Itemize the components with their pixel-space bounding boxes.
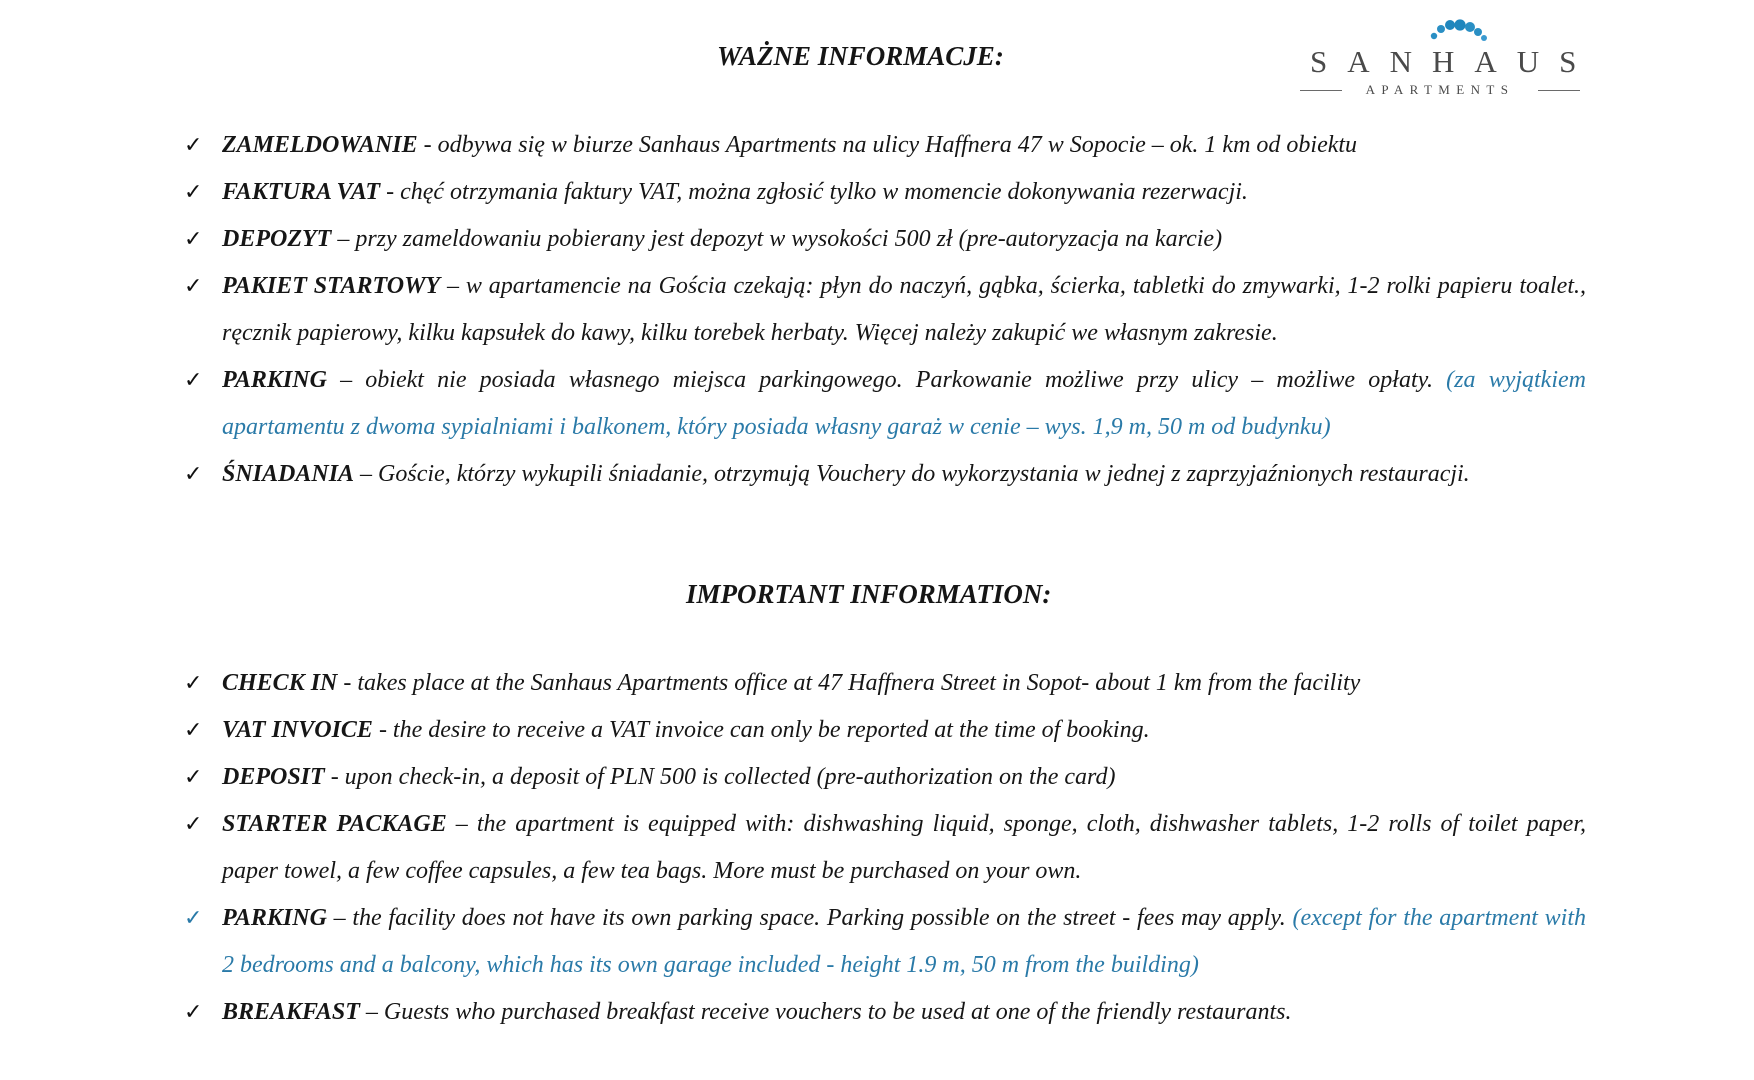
- checkmark-icon: ✓: [184, 133, 203, 158]
- item-text: – przy zameldowaniu pobierany jest depozyt w wysokości 500 zł (pre-autoryzacja na karcie): [331, 226, 1223, 252]
- logo-subtitle: APARTMENTS: [1365, 82, 1515, 97]
- checkmark-icon: ✓: [184, 812, 203, 837]
- checkmark-icon: ✓: [184, 718, 203, 743]
- english-info-list: [184, 660, 1586, 1036]
- list-item: [184, 754, 1586, 801]
- checkmark-icon: ✓: [184, 180, 203, 205]
- checkmark-icon: ✓: [184, 227, 203, 252]
- item-text: – w apartamencie na Gościa czekają: płyn do naczyń, gąbka, ścierka, tabletki do zmywarki, 1-2 rolki papieru toalet., ręcznik papierowy, kilku kapsułek do kawy, kilku torebek herbaty. Więcej należy zakupić we własnym zakresie.: [222, 273, 1586, 346]
- checkmark-icon: ✓: [184, 765, 203, 790]
- logo-wordmark: SANHAUS: [1310, 44, 1597, 79]
- list-item: [184, 357, 1586, 451]
- polish-info-list: [184, 122, 1586, 498]
- checkmark-icon: ✓: [184, 274, 203, 299]
- item-text: - takes place at the Sanhaus Apartments office at 47 Haffnera Street in Sopot- about 1 km from the facility: [337, 670, 1361, 696]
- checkmark-icon: ✓: [184, 906, 203, 931]
- checkmark-icon: ✓: [184, 1000, 203, 1025]
- item-text: – Guests who purchased breakfast receive vouchers to be used at one of the friendly restaurants.: [359, 999, 1292, 1025]
- item-note: (za wyjątkiem apartamentu z dwoma sypialniami i balkonem, który posiada własny garaż w cenie – wys. 1,9 m, 50 m od budynku): [222, 367, 1586, 440]
- list-item: [184, 451, 1586, 498]
- sanhaus-logo: [1298, 16, 1597, 97]
- item-text: – the facility does not have its own parking space. Parking possible on the street - fees may apply.: [326, 905, 1293, 931]
- list-item: [184, 801, 1586, 895]
- item-key: DEPOSIT: [222, 764, 325, 790]
- list-item: [184, 895, 1586, 989]
- item-text: – Goście, którzy wykupili śniadanie, otrzymują Vouchery do wykorzystania w jednej z zaprzyjaźnionych restauracji.: [354, 461, 1470, 487]
- polish-heading: WAŻNE INFORMACJE:: [717, 41, 1004, 71]
- checkmark-icon: ✓: [184, 368, 203, 393]
- checkmark-icon: ✓: [184, 671, 203, 696]
- item-key: ZAMELDOWANIE: [222, 132, 418, 158]
- item-key: FAKTURA VAT: [222, 179, 381, 205]
- item-key: ŚNIADANIA: [222, 461, 355, 487]
- list-item: [184, 169, 1586, 216]
- item-key: STARTER PACKAGE: [222, 811, 447, 837]
- item-text: – the apartment is equipped with: dishwashing liquid, sponge, cloth, dishwasher tablets, 1-2 rolls of toilet paper, paper towel, a few coffee capsules, a few tea bags. More must be purchased on your own.: [222, 811, 1587, 884]
- item-text: - the desire to receive a VAT invoice can only be reported at the time of booking.: [372, 717, 1150, 743]
- item-note: (except for the apartment with 2 bedrooms and a balcony, which has its own garage included - height 1.9 m, 50 m from the building): [222, 905, 1586, 978]
- item-key: DEPOZYT: [222, 226, 332, 252]
- item-key: PARKING: [222, 905, 327, 931]
- list-item: [184, 122, 1586, 169]
- list-item: [184, 989, 1586, 1036]
- item-text: - odbywa się w biurze Sanhaus Apartments na ulicy Haffnera 47 w Sopocie – ok. 1 km od obiektu: [417, 132, 1358, 158]
- item-key: VAT INVOICE: [222, 717, 373, 743]
- item-text: – obiekt nie posiada własnego miejsca parkingowego. Parkowanie możliwe przy ulicy – możliwe opłaty.: [326, 367, 1447, 393]
- item-text: - upon check-in, a deposit of PLN 500 is collected (pre-authorization on the card): [324, 764, 1116, 790]
- item-key: CHECK IN: [222, 670, 338, 696]
- item-key: BREAKFAST: [222, 999, 360, 1025]
- item-key: PAKIET STARTOWY: [222, 273, 441, 299]
- list-item: [184, 707, 1586, 754]
- item-key: PARKING: [222, 367, 327, 393]
- list-item: [184, 216, 1586, 263]
- logo-subline: [1298, 83, 1582, 97]
- english-heading: IMPORTANT INFORMATION:: [686, 579, 1052, 609]
- logo-rule-left: [1300, 90, 1342, 91]
- checkmark-icon: ✓: [184, 462, 203, 487]
- logo-rule-right: [1538, 90, 1580, 91]
- item-text: - chęć otrzymania faktury VAT, można zgłosić tylko w momencie dokonywania rezerwacji.: [380, 179, 1248, 205]
- list-item: [184, 263, 1586, 357]
- list-item: [184, 660, 1586, 707]
